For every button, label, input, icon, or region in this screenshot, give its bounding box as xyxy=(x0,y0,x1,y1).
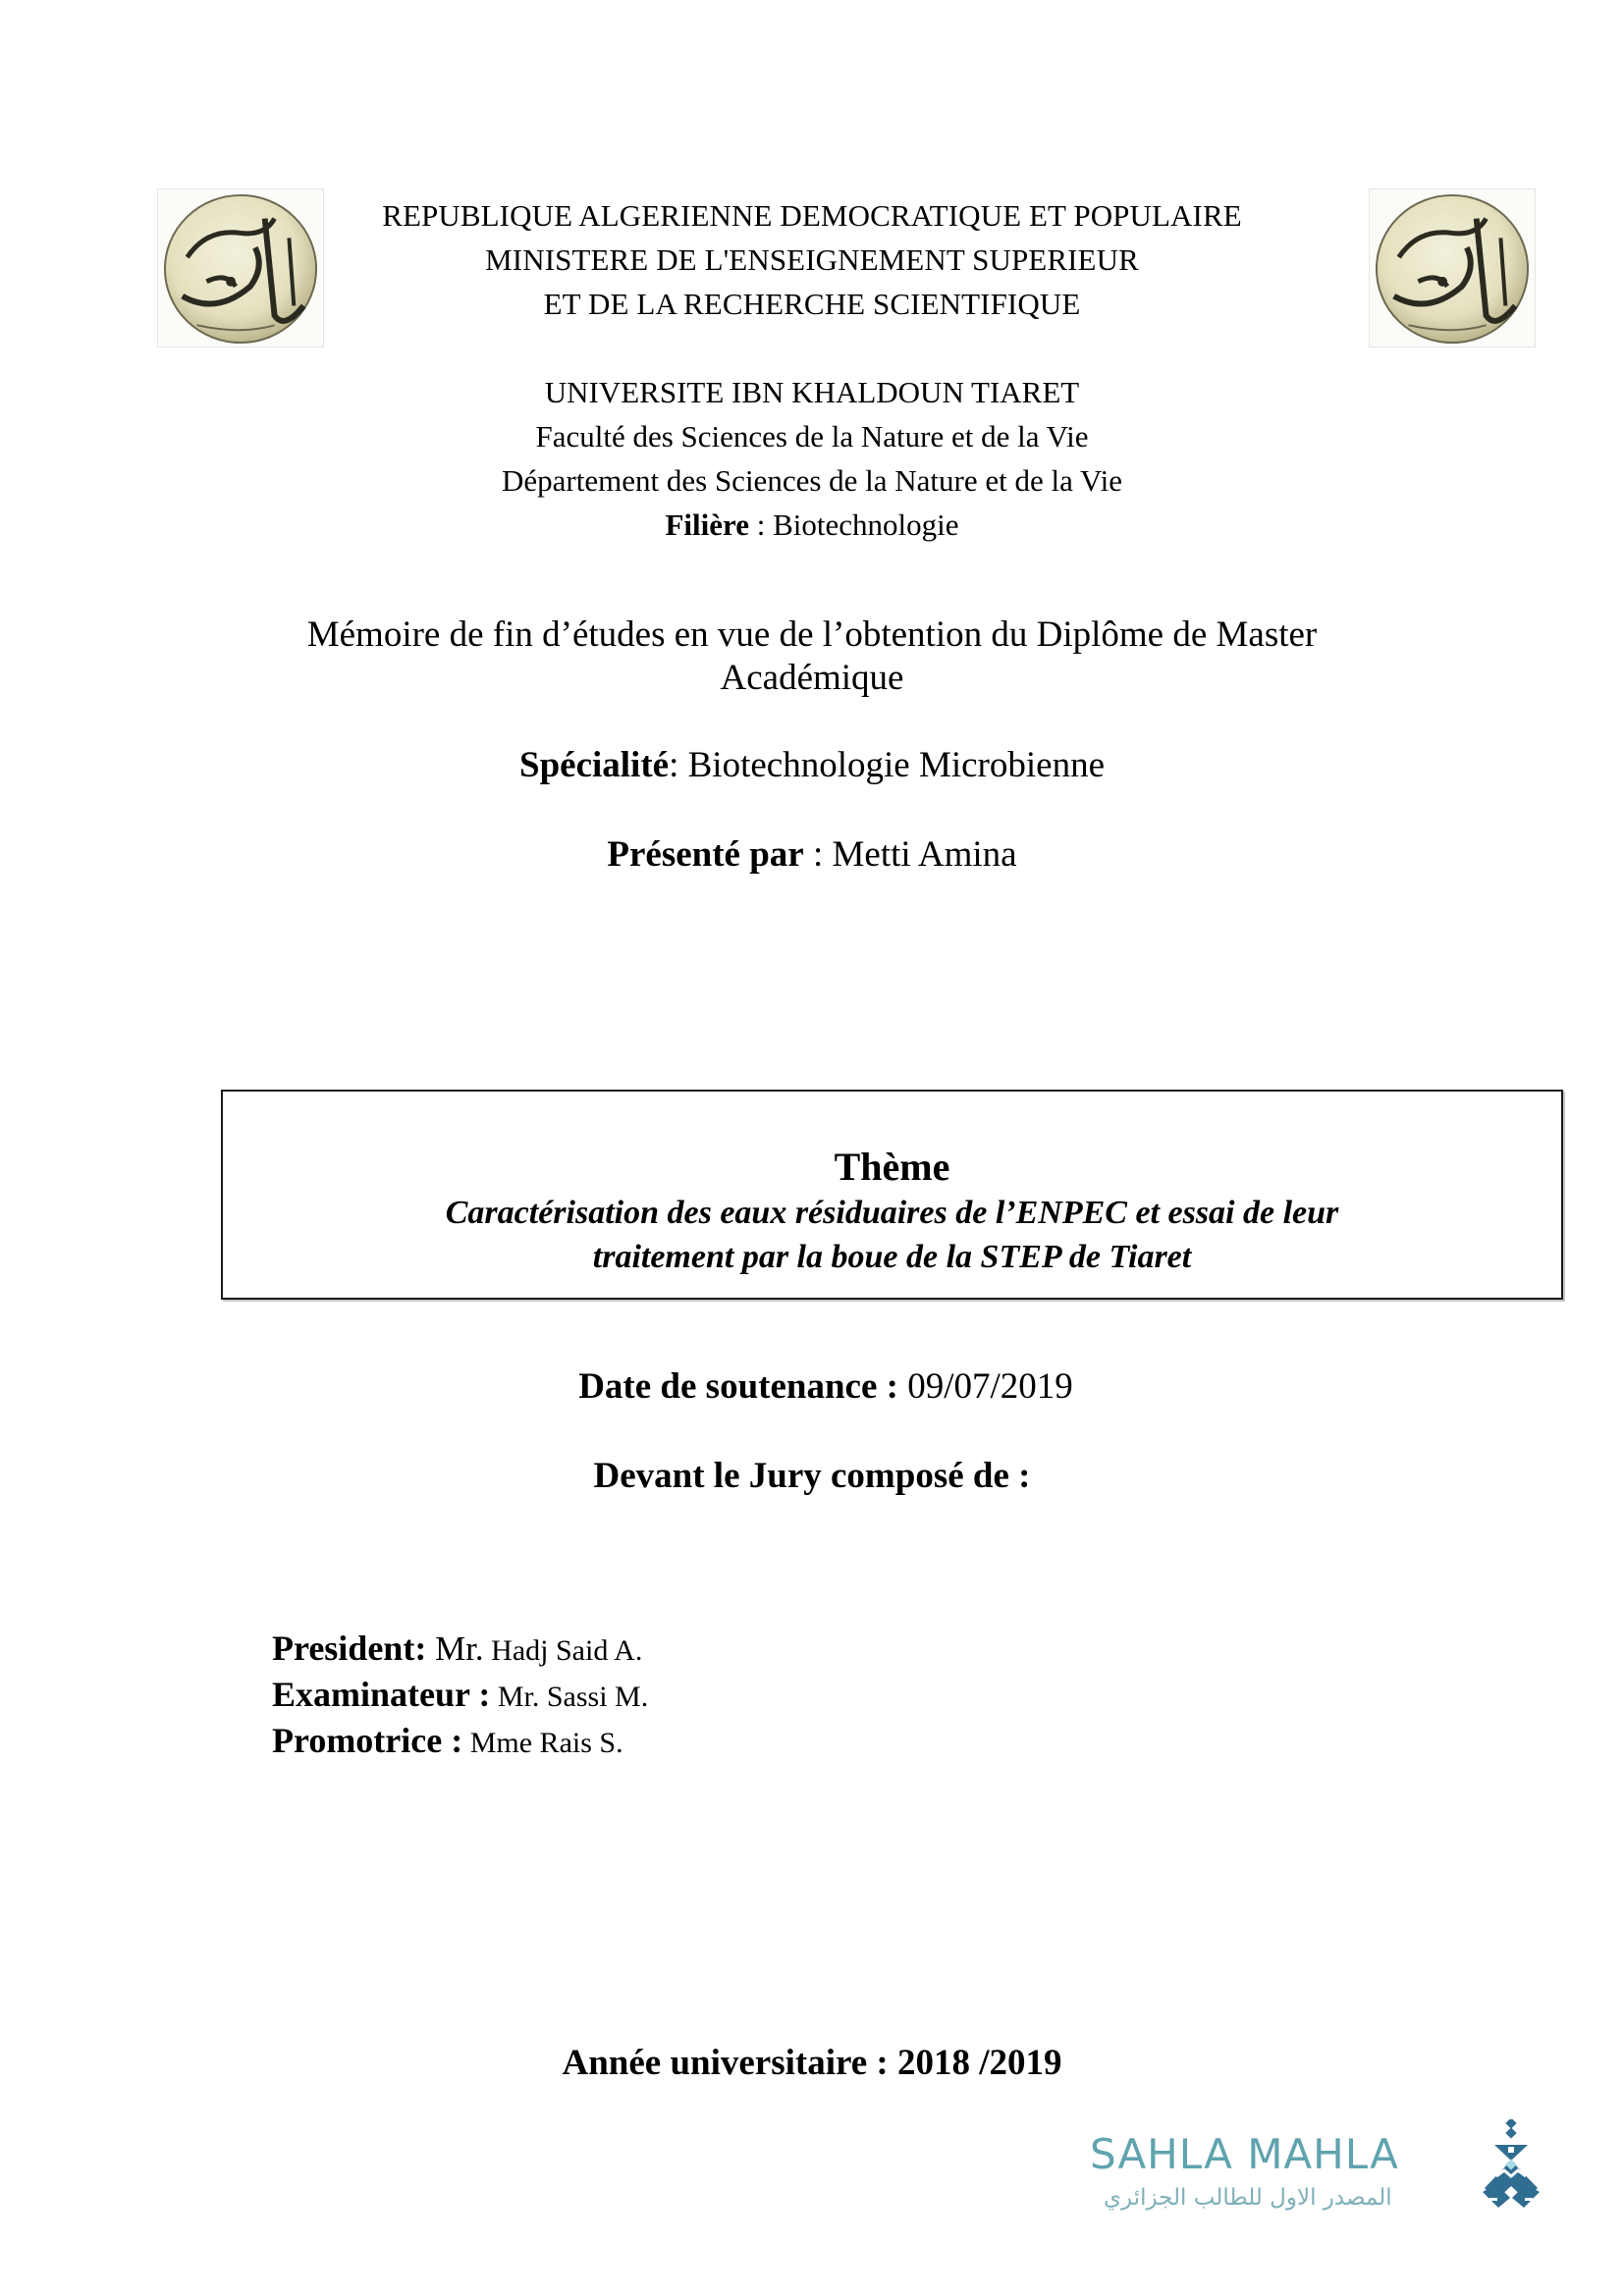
filiere-sep: : xyxy=(748,507,774,542)
sahla-mahla-watermark xyxy=(1090,2123,1561,2221)
memoire-line-2: Académique xyxy=(720,658,904,698)
ministry-header xyxy=(0,193,1624,326)
soutenance-date: 09/07/2019 xyxy=(907,1366,1073,1407)
memoire-line-1: Mémoire de fin d’études en vue de l’obtention du Diplôme de Master xyxy=(306,614,1318,655)
soutenance-label: Date de soutenance : xyxy=(578,1366,908,1407)
jury-title: Mr. xyxy=(426,1629,484,1668)
presente-sep: : xyxy=(803,834,833,875)
jury-member-examinateur xyxy=(272,1673,648,1719)
jury-name: Hadj Said A. xyxy=(483,1634,643,1667)
presente-label: Présenté par xyxy=(607,834,804,875)
faculty-name: Faculté des Sciences de la Nature et de la Vie xyxy=(535,419,1089,454)
watermark-tagline: المصدر الاول للطالب الجزائري xyxy=(1104,2185,1392,2211)
specialite-value: Biotechnologie Microbienne xyxy=(687,745,1105,785)
ministry-line-2: ET DE LA RECHERCHE SCIENTIFIQUE xyxy=(543,287,1081,321)
theme-line-1: Caractérisation des eaux résiduaires de l’ENPEC et essai de leur xyxy=(445,1195,1339,1231)
university-block xyxy=(0,370,1624,547)
watermark-brand: SAHLA MAHLA xyxy=(1090,2130,1399,2178)
jury-list xyxy=(272,1627,648,1765)
jury-role: Examinateur : xyxy=(272,1675,491,1714)
filiere-value: Biotechnologie xyxy=(773,507,959,542)
republic-line: REPUBLIQUE ALGERIENNE DEMOCRATIQUE ET POPULAIRE xyxy=(382,198,1242,233)
theme-title: Thème xyxy=(834,1145,950,1189)
jury-name: Mr. Sassi M. xyxy=(490,1681,649,1713)
jury-member-promotrice xyxy=(272,1719,648,1765)
academic-year: Année universitaire : 2018 /2019 xyxy=(562,2043,1062,2083)
department-name: Département des Sciences de la Nature et de la Vie xyxy=(502,463,1122,498)
soutenance-line xyxy=(0,1365,1624,1409)
specialite-sep: : xyxy=(669,745,688,785)
theme-box xyxy=(221,1090,1563,1300)
memoire-statement xyxy=(0,614,1624,700)
university-name: UNIVERSITE IBN KHALDOUN TIARET xyxy=(544,375,1080,409)
theme-line-2: traitement par la boue de la STEP de Tiaret xyxy=(592,1239,1192,1275)
jury-name: Mme Rais S. xyxy=(462,1727,623,1759)
filiere-line xyxy=(0,503,1624,547)
specialite-line xyxy=(0,744,1624,787)
presente-line xyxy=(0,833,1624,877)
jury-member-president xyxy=(272,1627,648,1673)
sahla-mahla-emblem-icon xyxy=(1481,2119,1542,2217)
specialite-label: Spécialité xyxy=(519,745,670,785)
filiere-label: Filière xyxy=(665,507,749,542)
jury-heading: Devant le Jury composé de : xyxy=(593,1456,1031,1496)
jury-role: Promotrice : xyxy=(272,1721,463,1760)
ministry-line-1: MINISTERE DE L'ENSEIGNEMENT SUPERIEUR xyxy=(485,242,1139,277)
presente-value: Metti Amina xyxy=(832,834,1017,875)
jury-role: President: xyxy=(272,1629,427,1668)
